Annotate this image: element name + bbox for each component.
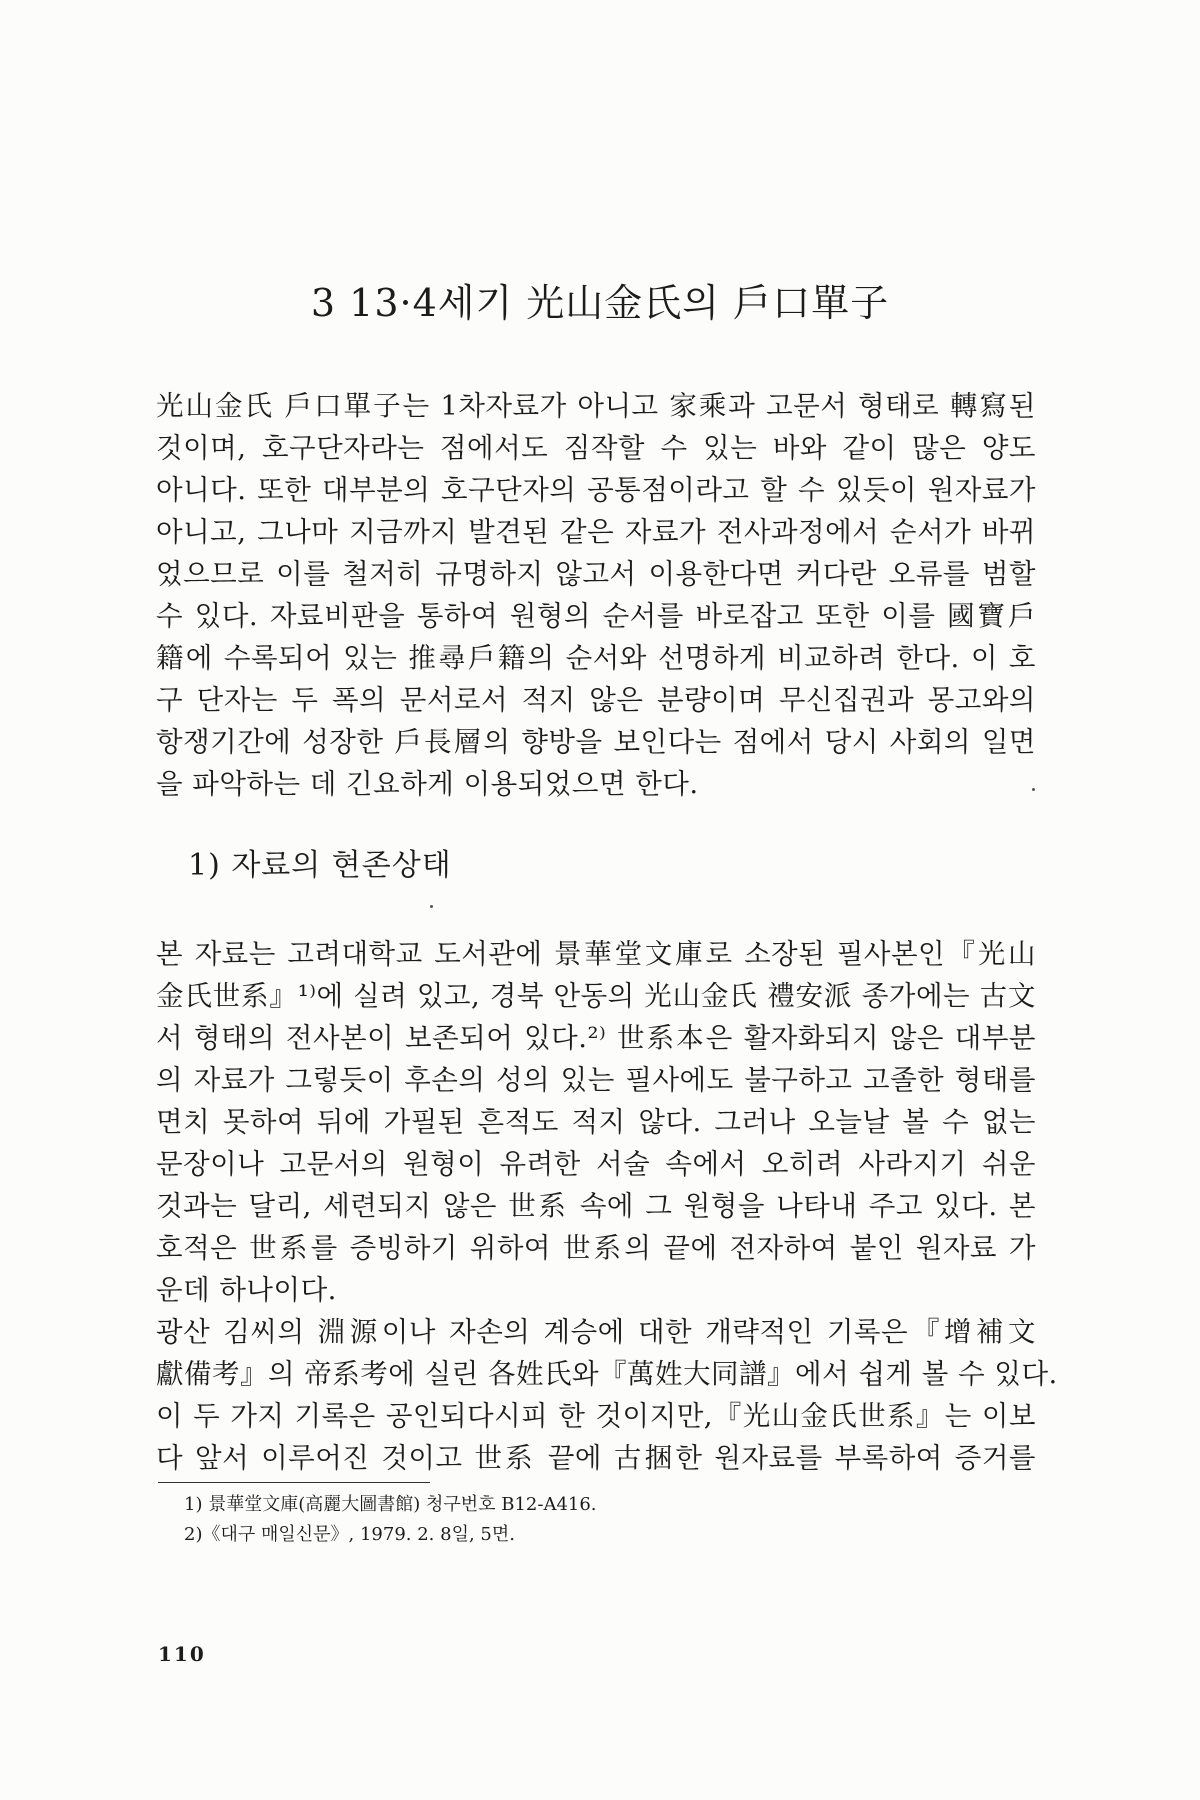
page-number: 110 <box>158 1642 206 1666</box>
section-heading: 1) 자료의 현존상태 <box>188 848 452 883</box>
text-line: 광산 김씨의 淵源이나 자손의 계승에 대한 개략적인 기록은『增補文 <box>156 1316 1036 1348</box>
text-line: 다 앞서 이루어진 것이고 世系 끝에 古捆한 원자료를 부록하여 증거를 <box>156 1442 1036 1474</box>
chapter-title: 3 13·4세기 光山金氏의 戶口單子 <box>310 281 890 325</box>
text-line: 의 자료가 그렇듯이 후손의 성의 있는 필사에도 불구하고 고졸한 형태를 <box>156 1064 1036 1096</box>
text-line: 아니고, 그나마 지금까지 발견된 같은 자료가 전사과정에서 순서가 바뀌 <box>156 516 1036 548</box>
text-line: 金氏世系』¹⁾에 실려 있고, 경북 안동의 光山金氏 禮安派 종가에는 古文 <box>156 980 1036 1012</box>
text-line: 籍에 수록되어 있는 推尋戶籍의 순서와 선명하게 비교하려 한다. 이 호 <box>156 642 1036 674</box>
text-line: 光山金氏 戶口單子는 1차자료가 아니고 家乘과 고문서 형태로 轉寫된 <box>156 390 1036 422</box>
text-line: 항쟁기간에 성장한 戶長層의 향방을 보인다는 점에서 당시 사회의 일면 <box>156 726 1036 758</box>
footnotes <box>184 1490 597 1550</box>
text-line: 獻備考』의 帝系考에 실린 各姓氏와『萬姓大同譜』에서 쉽게 볼 수 있다. <box>156 1358 1058 1390</box>
text-line: 본 자료는 고려대학교 도서관에 景華堂文庫로 소장된 필사본인『光山 <box>156 938 1036 970</box>
text-line: 운데 하나이다. <box>156 1274 337 1306</box>
text-line: 아니다. 또한 대부분의 호구단자의 공통점이라고 할 수 있듯이 원자료가 <box>156 474 1036 506</box>
footnote: 1) 景華堂文庫(高麗大圖書館) 청구번호 B12-A416. <box>184 1494 597 1515</box>
text-line: 이 두 가지 기록은 공인되다시피 한 것이지만,『光山金氏世系』는 이보 <box>156 1400 1036 1432</box>
text-line: 을 파악하는 데 긴요하게 이용되었으면 한다. <box>156 768 699 800</box>
text-line: 것과는 달리, 세련되지 않은 世系 속에 그 원형을 나타내 주고 있다. 본 <box>156 1190 1036 1222</box>
text-line: 면치 못하여 뒤에 가필된 흔적도 적지 않다. 그러나 오늘날 볼 수 없는 <box>156 1106 1036 1138</box>
text-line: 었으므로 이를 철저히 규명하지 않고서 이용한다면 커다란 오류를 범할 <box>156 558 1036 590</box>
scan-speck <box>1032 788 1035 791</box>
intro-paragraph <box>156 385 1036 805</box>
footnote: 2)《대구 매일신문》, 1979. 2. 8일, 5면. <box>184 1524 515 1545</box>
scan-speck <box>430 905 433 908</box>
text-line: 호적은 世系를 증빙하기 위하여 世系의 끝에 전자하여 붙인 원자료 가 <box>156 1232 1036 1264</box>
text-line: 구 단자는 두 폭의 문서로서 적지 않은 분량이며 무신집권과 몽고와의 <box>156 684 1036 716</box>
text-line: 것이며, 호구단자라는 점에서도 짐작할 수 있는 바와 같이 많은 양도 <box>156 432 1036 464</box>
text-line: 수 있다. 자료비판을 통하여 원형의 순서를 바로잡고 또한 이를 國寶戶 <box>156 600 1036 632</box>
body-paragraphs <box>156 933 1058 1479</box>
text-line: 문장이나 고문서의 원형이 유려한 서술 속에서 오히려 사라지기 쉬운 <box>156 1148 1036 1180</box>
text-line: 서 형태의 전사본이 보존되어 있다.²⁾ 世系本은 활자화되지 않은 대부분 <box>156 1022 1036 1054</box>
footnote-divider <box>158 1482 430 1483</box>
